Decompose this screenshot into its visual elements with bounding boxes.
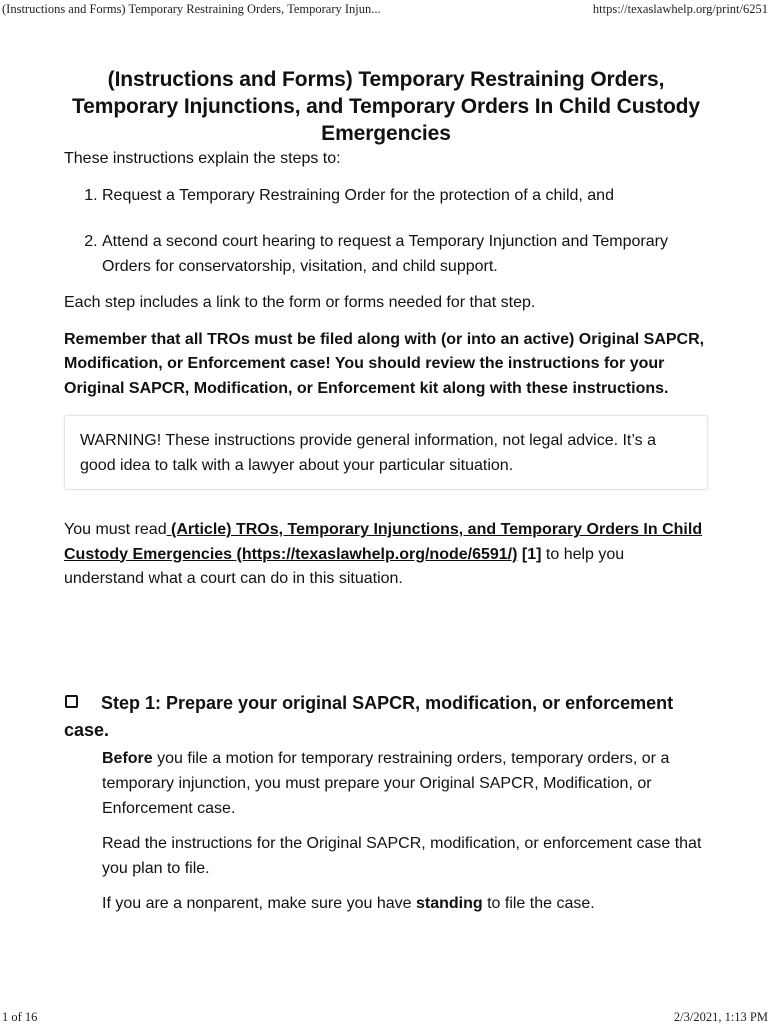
step-1-heading <box>64 690 708 744</box>
reference-marker: [1] <box>517 545 542 563</box>
intro-text: These instructions explain the steps to: <box>64 150 341 167</box>
page-number: 1 of 16 <box>2 1010 38 1024</box>
article-content <box>64 66 708 916</box>
step-1-body <box>64 746 708 916</box>
step-1-heading-text: Step 1: Prepare your original SAPCR, modification, or enforcement case. <box>64 692 674 740</box>
remember-notice: Remember that all TROs must be filed along with (or into an active) Original SAPCR, Modification, or Enforcement case! You should review the instructions for your Original SAPCR, Modification, or Enforcement kit along with these instructions. <box>64 330 705 397</box>
step-1-paragraph-3-prefix: If you are a nonparent, make sure you have <box>102 894 416 912</box>
step-checkbox[interactable] <box>65 695 78 708</box>
steps-list <box>64 184 708 280</box>
warning-box <box>64 415 708 490</box>
step-1-paragraph-2: Read the instructions for the Original SAPCR, modification, or enforcement case that you plan to file. <box>102 834 702 877</box>
page-title: (Instructions and Forms) Temporary Restraining Orders, Temporary Injunctions, and Temporary Orders In Child Custody Emergencies <box>72 68 700 145</box>
before-bold: Before <box>102 749 153 767</box>
each-step-text: Each step includes a link to the form or forms needed for that step. <box>64 294 536 311</box>
step-1-paragraph-1-text: you file a motion for temporary restraining orders, temporary orders, or a temporary injunction, you must prepare your Original SAPCR, Modification, or Enforcement case. <box>102 749 670 817</box>
print-timestamp: 2/3/2021, 1:13 PM <box>673 1010 768 1024</box>
must-read-suffix: to help you understand what a court can do in this situation. <box>64 545 625 587</box>
print-header-url: https://texaslawhelp.org/print/6251 <box>592 2 768 16</box>
print-footer <box>0 1010 770 1025</box>
article-link[interactable]: (Article) TROs, Temporary Injunctions, and Temporary Orders In Child Custody Emergencies (https://texaslawhelp.org/node/6591/) <box>64 521 703 563</box>
step-1-paragraph-3 <box>102 891 708 916</box>
print-header-title: (Instructions and Forms) Temporary Restraining Orders, Temporary Injun... <box>2 2 381 16</box>
must-read-paragraph <box>64 518 708 592</box>
warning-text: WARNING! These instructions provide general information, not legal advice. It’s a good idea to talk with a lawyer about your particular situation. <box>80 432 656 474</box>
list-item: 1. Request a Temporary Restraining Order for the protection of a child, and <box>102 184 708 209</box>
step-1-paragraph-1 <box>102 746 708 821</box>
standing-bold: standing <box>415 894 483 912</box>
must-read-prefix: You must read <box>64 521 167 538</box>
step-1-paragraph-3-suffix: to file the case. <box>482 894 595 912</box>
list-item: 2. Attend a second court hearing to request a Temporary Injunction and Temporary Orders for conservatorship, visitation, and child support. <box>102 230 708 279</box>
print-header <box>0 2 770 17</box>
